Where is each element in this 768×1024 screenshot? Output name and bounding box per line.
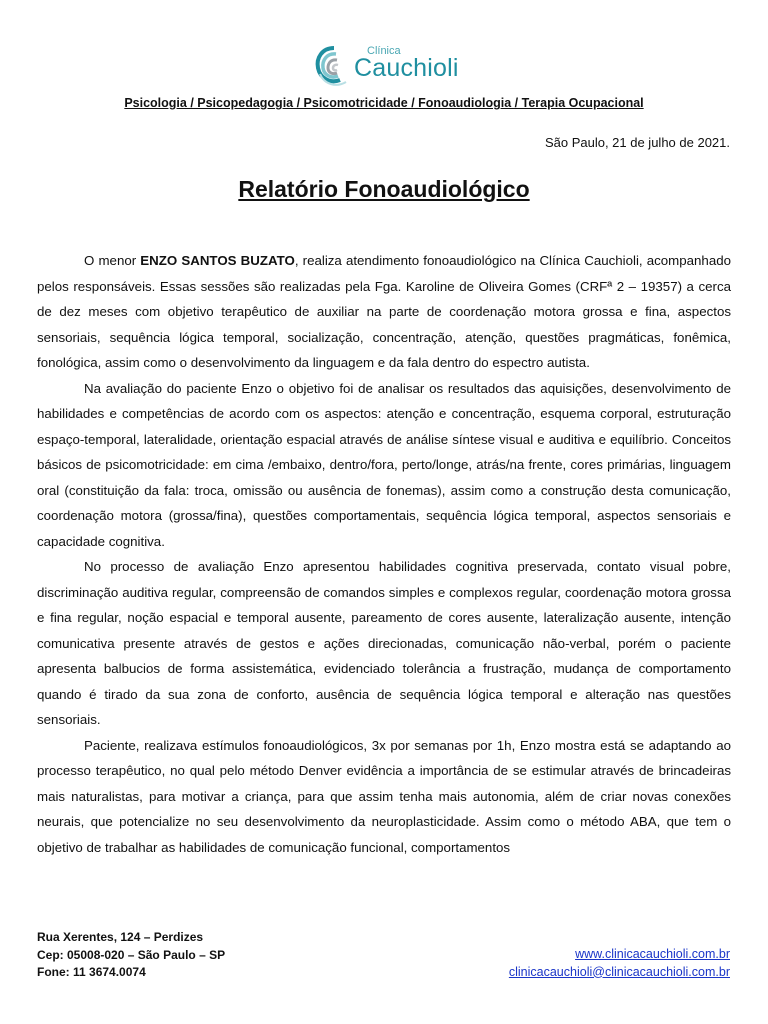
document-date: São Paulo, 21 de julho de 2021. [544, 135, 730, 150]
report-body [37, 248, 731, 860]
patient-name: ENZO SANTOS BUZATO [140, 253, 295, 268]
paragraph-4: Paciente, realizava estímulos fonoaudiológicos, 3x por semanas por 1h, Enzo mostra está se adaptando ao processo terapêutico, no qual pelo método Denver evidência a importância de se estimular através de brincadeiras mais naturalistas, para motivar a criança, para que assim tenha mais autonomia, além de criar novas conexões neurais, que potencialize no seu desenvolvimento da neuroplasticidade. Assim como o método ABA, que tem o objetivo de trabalhar as habilidades de comunicação funcional, comportamentos [37, 737, 731, 855]
paragraph-2: Na avaliação do paciente Enzo o objetivo foi de analisar os resultados das aquisições, desenvolvimento de habilidades e competências de acordo com os aspectos: atenção e concentração, esquema corporal, estruturação espaço-temporal, lateralidade, orientação espacial através de análise síntese visual e auditiva e equilíbrio. Conceitos básicos de psicomotricidade: em cima /embaixo, dentro/fora, perto/longe, atrás/na frente, cores primárias, linguagem oral (constituição da fala: troca, omissão ou ausência de fonemas), assim como a construção desta comunicação, coordenação motora (grossa/fina), questões comportamentais, sequência lógica temporal, aspectos sensoriais e capacidade cognitiva. [37, 380, 731, 549]
footer-phone: Fone: 11 3674.0074 [37, 965, 146, 979]
footer-address: Rua Xerentes, 124 – Perdizes [37, 930, 204, 944]
footer-address-block [37, 929, 225, 982]
clinic-logo [312, 44, 462, 94]
swirl-logo-icon [312, 44, 356, 90]
document-title: Relatório Fonoaudiológico [238, 176, 530, 202]
paragraph-1-intro: O menor [84, 253, 141, 268]
logo-clinica-text: Clínica [367, 45, 401, 57]
logo-name-text: Cauchioli [354, 54, 459, 82]
paragraph-1-rest: , realiza atendimento fonoaudiológico na Clínica Cauchioli, acompanhado pelos responsáveis. Essas sessões são realizadas pela Fga. Karoline de Oliveira Gomes (CRFª 2 – 19357) a cerca de dez meses com objetivo terapêutico de auxiliar na parte de coordenação motora grossa e fina, aspectos sensoriais, sequência lógica temporal, socialização, concentração, atenção, questões pragmáticas, fonêmica, fonológica, assim como o desenvolvimento da linguagem e da fala dentro do espectro autista. [37, 253, 732, 370]
website-link[interactable]: www.clinicacauchioli.com.br [575, 947, 730, 961]
specialties-line: Psicologia / Psicopedagogia / Psicomotricidade / Fonoaudiologia / Terapia Ocupacional [124, 96, 644, 110]
email-link[interactable]: clinicacauchioli@clinicacauchioli.com.br [508, 964, 730, 979]
footer-links [509, 946, 730, 981]
paragraph-3: No processo de avaliação Enzo apresentou habilidades cognitiva preservada, contato visual pobre, discriminação auditiva regular, compreensão de comandos simples e complexos regular, coordenação motora grossa e fina regular, noção espacial e temporal ausente, pareamento de cores ausente, lateralização ausente, intenção comunicativa presente através de gestos e ações direcionadas, comunicação não-verbal, porém o paciente apresenta balbucios de forma assistemática, evidenciado tolerância a frustração, mudança de comportamento quando é tirado da sua zona de conforto, ausência de sequência lógica temporal e alteração nas questões sensoriais. [37, 559, 731, 727]
paragraph-1 [37, 248, 731, 376]
footer-cep: Cep: 05008-020 – São Paulo – SP [37, 947, 226, 962]
